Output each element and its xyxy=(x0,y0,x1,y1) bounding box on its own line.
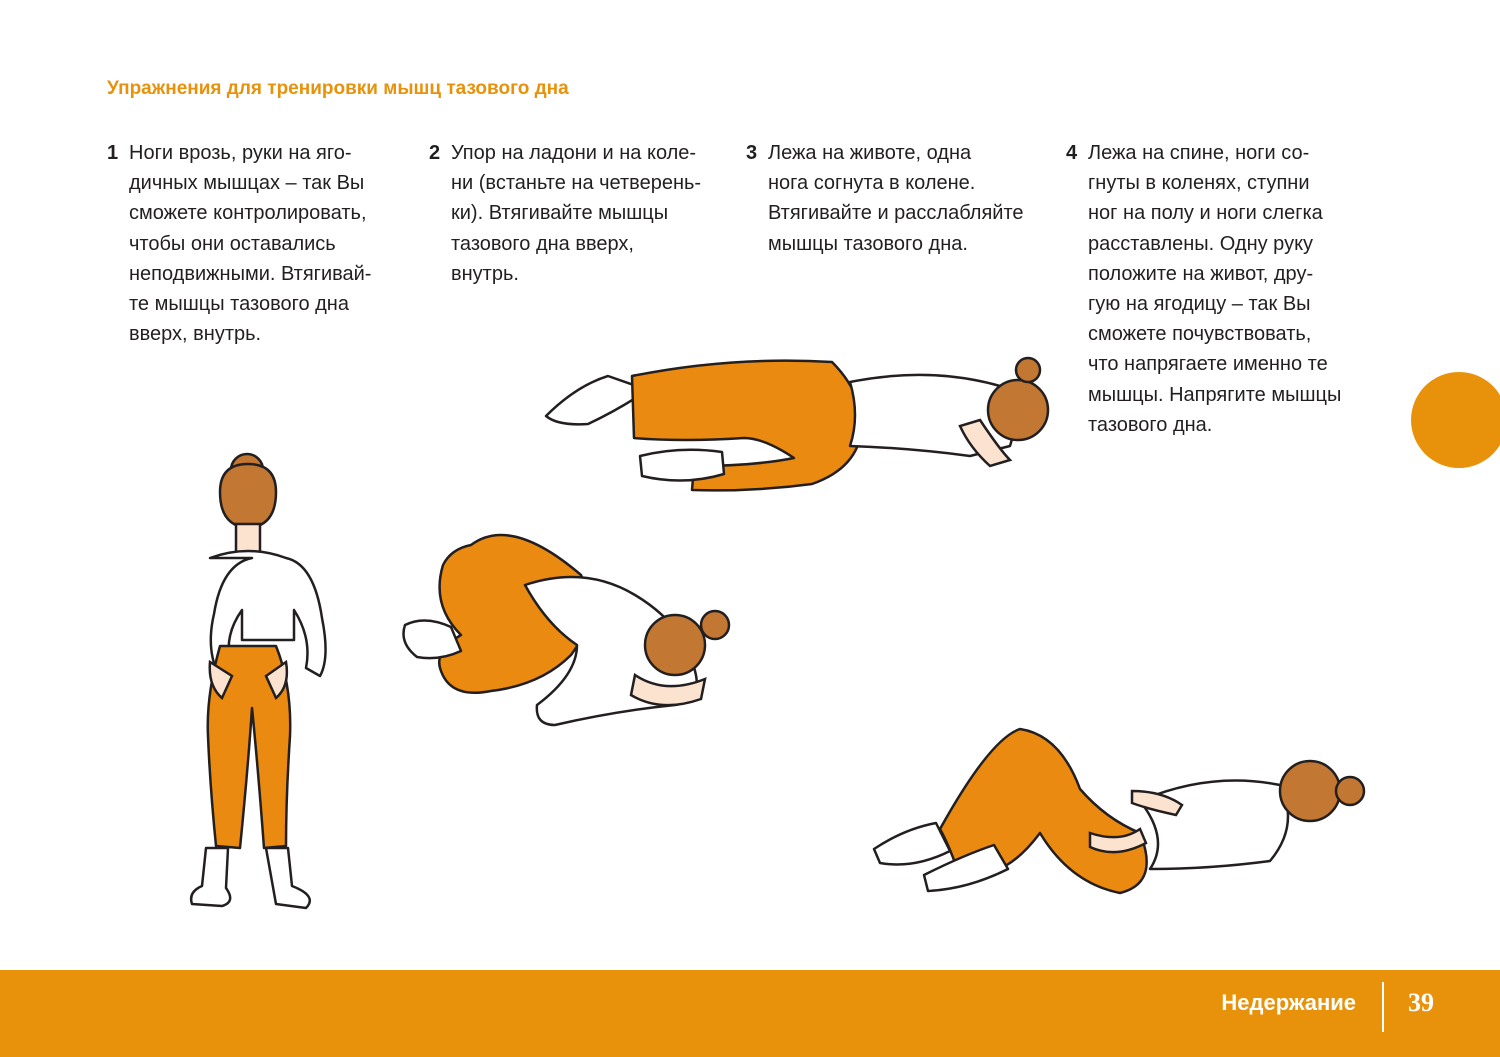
step-text-line: Упор на ладони и на коле- xyxy=(451,142,697,164)
step-text-line: Втягивайте и расслабляйте xyxy=(768,202,1024,225)
step-number: 1 xyxy=(107,142,119,164)
step-text-line: сможете контролировать, xyxy=(129,202,367,225)
step-text-line: гнуты в коленях, ступни xyxy=(1088,172,1310,195)
footer-divider xyxy=(1382,982,1384,1032)
step-text-line: мышцы тазового дна. xyxy=(768,232,968,255)
step-text-line: ног на полу и ноги слегка xyxy=(1088,202,1323,225)
step-text-line: Лежа на спине, ноги со- xyxy=(1088,142,1310,164)
step-text-line: тазового дна вверх, xyxy=(451,232,634,255)
step-text-line: ки). Втягивайте мышцы xyxy=(451,202,669,225)
step-text-line: сможете почувствовать, xyxy=(1088,323,1312,346)
step-text-line: те мышцы тазового дна xyxy=(129,293,349,316)
step-text xyxy=(129,138,371,349)
step-number: 2 xyxy=(429,142,441,164)
page-title: Упражнения для тренировки мышц тазового дна xyxy=(107,78,569,99)
step-text-line: ни (встаньте на четверень- xyxy=(451,172,702,195)
page-footer xyxy=(0,970,1500,1057)
figure-standing-hands-on-buttocks xyxy=(170,450,340,930)
step-text-line: вверх, внутрь. xyxy=(129,323,262,346)
step-text-line: что напрягаете именно те xyxy=(1088,353,1328,376)
step-text xyxy=(451,138,701,289)
step-text-line: мышцы. Напрягите мышцы xyxy=(1088,383,1342,406)
step-text xyxy=(768,138,1024,259)
section-title: Недержание xyxy=(1221,990,1356,1015)
step-text-line: расставлены. Одну руку xyxy=(1088,232,1314,255)
step-text xyxy=(1088,138,1341,440)
step-text-line: внутрь. xyxy=(451,262,519,285)
step-text-line: неподвижными. Втягивай- xyxy=(129,262,372,285)
figure-lying-on-back-knees-bent xyxy=(870,725,1365,900)
step-number: 3 xyxy=(746,142,758,164)
step-text-line: тазового дна. xyxy=(1088,413,1213,436)
step-text-line: положите на живот, дру- xyxy=(1088,262,1314,285)
figure-on-all-fours xyxy=(395,525,755,720)
figure-lying-on-stomach xyxy=(540,350,1055,490)
step-text-line: нога согнута в колене. xyxy=(768,172,976,195)
step-text-line: Ноги врозь, руки на яго- xyxy=(129,142,352,164)
side-tab-circle xyxy=(1411,372,1500,468)
page-number: 39 xyxy=(1408,988,1434,1017)
step-number: 4 xyxy=(1066,142,1078,164)
step-text-line: гую на ягодицу – так Вы xyxy=(1088,293,1311,316)
step-text-line: чтобы они оставались xyxy=(129,232,336,255)
step-text-line: дичных мышцах – так Вы xyxy=(129,172,365,195)
step-text-line: Лежа на животе, одна xyxy=(768,142,972,164)
